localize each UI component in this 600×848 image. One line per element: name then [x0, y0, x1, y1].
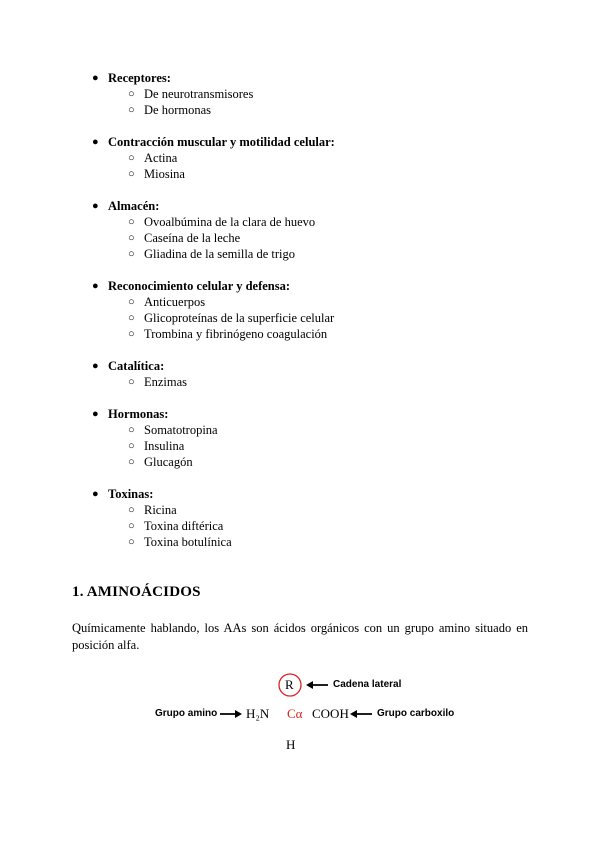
- circle-bullet-icon: ○: [128, 536, 135, 548]
- category-title-text: Receptores:: [108, 71, 171, 85]
- category-title-text: Reconocimiento celular y defensa:: [108, 279, 291, 293]
- circle-bullet-icon: ○: [128, 520, 135, 532]
- c-alpha-label: Cα: [287, 706, 303, 721]
- circle-bullet-icon: ○: [128, 216, 135, 228]
- grupo-amino-label: Grupo amino: [155, 708, 218, 719]
- list-item-text: Enzimas: [144, 375, 188, 389]
- list-item-text: De neurotransmisores: [144, 87, 254, 101]
- r-label: R: [285, 677, 294, 692]
- circle-bullet-icon: ○: [128, 88, 135, 100]
- list-item-text: Gliadina de la semilla de trigo: [144, 247, 295, 261]
- bullet-icon: ●: [92, 200, 99, 212]
- cadena-lateral-label: Cadena lateral: [333, 679, 402, 690]
- cadena-arrow-head: [306, 681, 313, 689]
- bullet-icon: ●: [92, 408, 99, 420]
- bullet-icon: ●: [92, 280, 99, 292]
- circle-bullet-icon: ○: [128, 232, 135, 244]
- circle-bullet-icon: ○: [128, 376, 135, 388]
- circle-bullet-icon: ○: [128, 504, 135, 516]
- category-title-text: Toxinas:: [108, 487, 154, 501]
- list-item-text: Toxina diftérica: [144, 519, 224, 533]
- h-label: H: [286, 737, 296, 752]
- category-title-text: Almacén:: [108, 199, 160, 213]
- circle-bullet-icon: ○: [128, 168, 135, 180]
- list-item-text: Ricina: [144, 503, 177, 517]
- list-item-text: De hormonas: [144, 103, 211, 117]
- list-item-text: Trombina y fibrinógeno coagulación: [144, 327, 328, 341]
- list-item-text: Toxina botulínica: [144, 535, 232, 549]
- list-item-text: Miosina: [144, 167, 185, 181]
- circle-bullet-icon: ○: [128, 456, 135, 468]
- list-item-text: Insulina: [144, 439, 185, 453]
- carboxilo-arrow-head: [350, 710, 357, 718]
- bullet-icon: ●: [92, 360, 99, 372]
- intro-paragraph: Químicamente hablando, los AAs son ácidos orgánicos con un grupo amino situado en posición alfa.: [72, 621, 528, 652]
- circle-bullet-icon: ○: [128, 328, 135, 340]
- list-item-text: Glicoproteínas de la superficie celular: [144, 311, 335, 325]
- circle-bullet-icon: ○: [128, 312, 135, 324]
- circle-bullet-icon: ○: [128, 296, 135, 308]
- category-title-text: Contracción muscular y motilidad celular:: [108, 135, 335, 149]
- circle-bullet-icon: ○: [128, 152, 135, 164]
- list-item-text: Glucagón: [144, 455, 193, 469]
- list-item-text: Anticuerpos: [144, 295, 206, 309]
- amino-arrow-head: [235, 710, 242, 718]
- list-item-text: Caseína de la leche: [144, 231, 241, 245]
- bullet-icon: ●: [92, 488, 99, 500]
- list-item-text: Actina: [144, 151, 178, 165]
- bullet-icon: ●: [92, 72, 99, 84]
- circle-bullet-icon: ○: [128, 248, 135, 260]
- list-item-text: Ovoalbúmina de la clara de huevo: [144, 215, 316, 229]
- circle-bullet-icon: ○: [128, 104, 135, 116]
- circle-bullet-icon: ○: [128, 424, 135, 436]
- category-title-text: Catalítica:: [108, 359, 165, 373]
- section-heading: 1. AMINOÁCIDOS: [72, 584, 201, 600]
- category-title-text: Hormonas:: [108, 407, 169, 421]
- list-item-text: Somatotropina: [144, 423, 218, 437]
- circle-bullet-icon: ○: [128, 440, 135, 452]
- bullet-icon: ●: [92, 136, 99, 148]
- cooh-label: COOH: [312, 706, 349, 721]
- grupo-carboxilo-label: Grupo carboxilo: [377, 708, 455, 719]
- h2n-label: H₂N: [246, 706, 270, 721]
